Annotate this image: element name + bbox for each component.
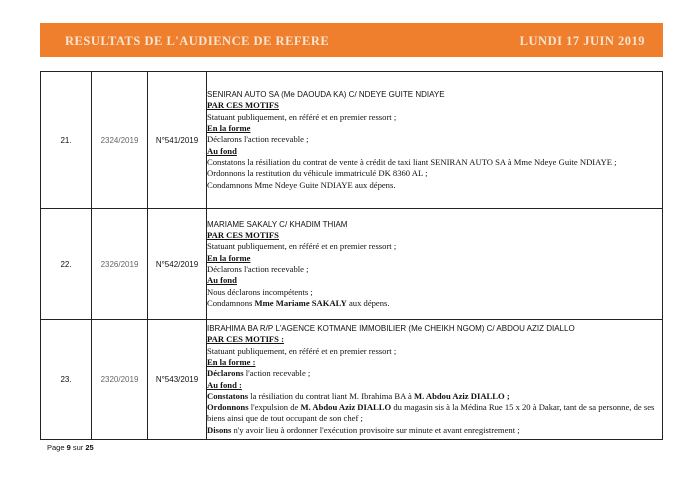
- results-table: [40, 71, 663, 440]
- table-row: [41, 320, 663, 440]
- ordonnance-number: N°542/2019: [148, 209, 207, 320]
- fond-text: n'y avoir lieu à ordonner l'exécution provisoire sur minute et avant enregistrement ;: [231, 424, 520, 435]
- page-label: Page: [47, 443, 67, 452]
- statuant-text: Statuant publiquement, en référé et en premier ressort ;: [207, 345, 397, 356]
- role-number: 2326/2019: [92, 209, 148, 320]
- forme-heading: En la forme: [207, 252, 251, 263]
- fond-heading: Au fond :: [207, 379, 242, 390]
- document-title: RESULTATS DE L'AUDIENCE DE REFERE: [65, 34, 330, 48]
- ordonnance-number: N°541/2019: [148, 72, 207, 209]
- fond-text: du magasin sis à la Médina Rue 15 x 20 à Dakar, tant de sa personne, de ses biens ainsi que de tout occupant de son chef ;: [207, 402, 655, 424]
- fond-line: [207, 425, 662, 436]
- party-name: M. Abdou Aziz DIALLO: [300, 402, 392, 413]
- forme-rest: l'action recevable ;: [243, 368, 311, 379]
- verb: Déclarons: [207, 368, 244, 379]
- table-row: [41, 72, 663, 209]
- verb: Ordonnons: [207, 402, 249, 413]
- fond-line: [207, 298, 662, 309]
- fond-line: Nous déclarons incompétents ;: [207, 286, 313, 297]
- forme-text: Déclarons l'action recevable ;: [207, 134, 309, 145]
- decision-text: [207, 209, 663, 320]
- forme-heading: En la forme :: [207, 356, 256, 367]
- verb: Constatons: [207, 390, 249, 401]
- page-separator: sur: [70, 443, 86, 452]
- fond-text: l'expulsion de: [248, 402, 301, 413]
- header-banner: [40, 23, 663, 57]
- fond-text: aux dépens.: [346, 297, 390, 308]
- parties: SENIRAN AUTO SA (Me DAOUDA KA) C/ NDEYE GUITE NDIAYE: [207, 90, 445, 100]
- page-total: 25: [85, 443, 94, 452]
- fond-line: Constatons la résiliation du contrat de vente à crédit de taxi liant SENIRAN AUTO SA à Mme Ndeye Guite NDIAYE ;: [207, 156, 617, 167]
- forme-text: Déclarons l'action recevable ;: [207, 264, 309, 274]
- case-number: 21.: [41, 72, 92, 209]
- verb: Disons: [207, 424, 232, 435]
- table-row: [41, 209, 663, 320]
- party-name: M. Abdou Aziz DIALLO ;: [413, 390, 510, 401]
- role-number: 2324/2019: [92, 72, 148, 209]
- statuant-text: Statuant publiquement, en référé et en premier ressort ;: [207, 241, 397, 252]
- forme-heading: En la forme: [207, 123, 251, 134]
- case-number: 22.: [41, 209, 92, 320]
- page-footer: [47, 443, 94, 452]
- motifs-heading: PAR CES MOTIFS :: [207, 334, 284, 345]
- decision-text: [207, 72, 663, 209]
- parties: IBRAHIMA BA R/P L'AGENCE KOTMANE IMMOBILIER (Me CHEIKH NGOM) C/ ABDOU AZIZ DIALLO: [207, 324, 575, 334]
- party-name: Mme Mariame SAKALY: [254, 297, 347, 308]
- fond-line: [207, 391, 662, 402]
- fond-text: Condamnons: [207, 297, 255, 308]
- statuant-text: Statuant publiquement, en référé et en premier ressort ;: [207, 111, 397, 122]
- fond-line: Condamnons Mme Ndeye Guite NDIAYE aux dépens.: [207, 179, 396, 190]
- motifs-heading: PAR CES MOTIFS: [207, 230, 279, 241]
- page-current: 9: [66, 443, 71, 452]
- role-number: 2320/2019: [92, 320, 148, 440]
- ordonnance-number: N°543/2019: [148, 320, 207, 440]
- forme-text: [207, 368, 662, 379]
- fond-line: [207, 402, 662, 425]
- fond-heading: Au fond: [207, 145, 237, 156]
- fond-line: Ordonnons la restitution du véhicule immatriculé DK 8360 AL ;: [207, 168, 428, 179]
- fond-heading: Au fond: [207, 275, 237, 286]
- fond-text: la résiliation du contrat liant M. Ibrahima BA à: [248, 390, 414, 401]
- motifs-heading: PAR CES MOTIFS: [207, 100, 279, 111]
- decision-text: [207, 320, 663, 440]
- hearing-date: LUNDI 17 JUIN 2019: [519, 34, 645, 48]
- case-number: 23.: [41, 320, 92, 440]
- parties: MARIAME SAKALY C/ KHADIM THIAM: [207, 219, 348, 229]
